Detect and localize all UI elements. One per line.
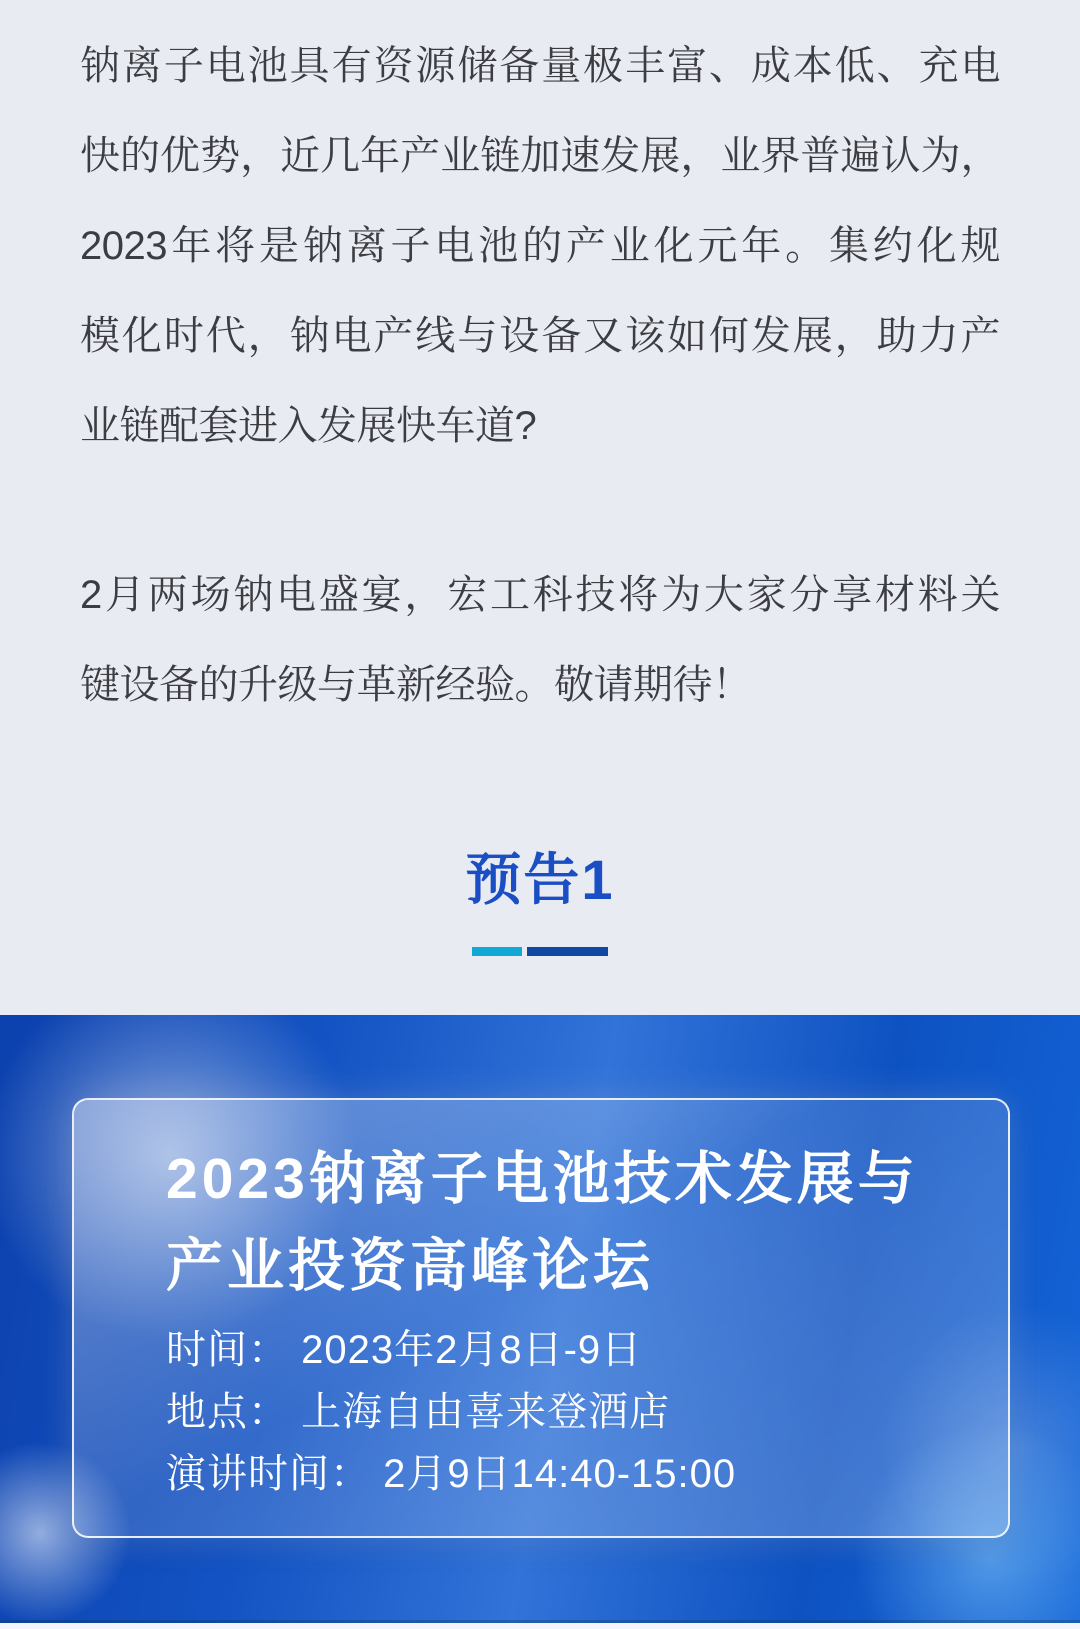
intro-paragraph-1 [80, 21, 1000, 471]
event-detail-location: 地点： 上海自由喜来登酒店 [166, 1390, 671, 1434]
intro-paragraph-2 [80, 550, 1000, 730]
banner-bottom-strip [0, 1623, 1080, 1629]
text-line: 模化时代，钠电产线与设备又该如何发展，助力产 [80, 314, 1000, 358]
event-banner [0, 1015, 1080, 1629]
underline-segment-cyan [472, 947, 522, 956]
text-line: 2023年将是钠离子电池的产业化元年。集约化规 [80, 224, 1000, 268]
text-line: 业链配套进入发展快车道? [80, 404, 537, 448]
event-title-line-1: 2023钠离子电池技术发展与 [166, 1147, 919, 1211]
text-line: 键设备的升级与革新经验。敬请期待！ [80, 663, 752, 707]
event-card [72, 1098, 1010, 1538]
section-heading-preview-1: 预告1 [465, 848, 615, 911]
event-title [166, 1136, 958, 1310]
text-line: 快的优势，近几年产业链加速发展，业界普遍认为， [80, 134, 1000, 178]
underline-segment-blue [527, 947, 608, 956]
event-detail-time: 时间： 2023年2月8日-9日 [166, 1328, 643, 1372]
event-detail-speech-time: 演讲时间： 2月9日14:40-15:00 [166, 1452, 737, 1496]
text-line: 2月两场钠电盛宴，宏工科技将为大家分享材料关 [80, 573, 1000, 617]
heading-underline [0, 947, 1080, 956]
event-details [166, 1319, 958, 1505]
event-title-line-2: 产业投资高峰论坛 [166, 1234, 654, 1298]
text-line: 钠离子电池具有资源储备量极丰富、成本低、充电 [80, 44, 1000, 88]
